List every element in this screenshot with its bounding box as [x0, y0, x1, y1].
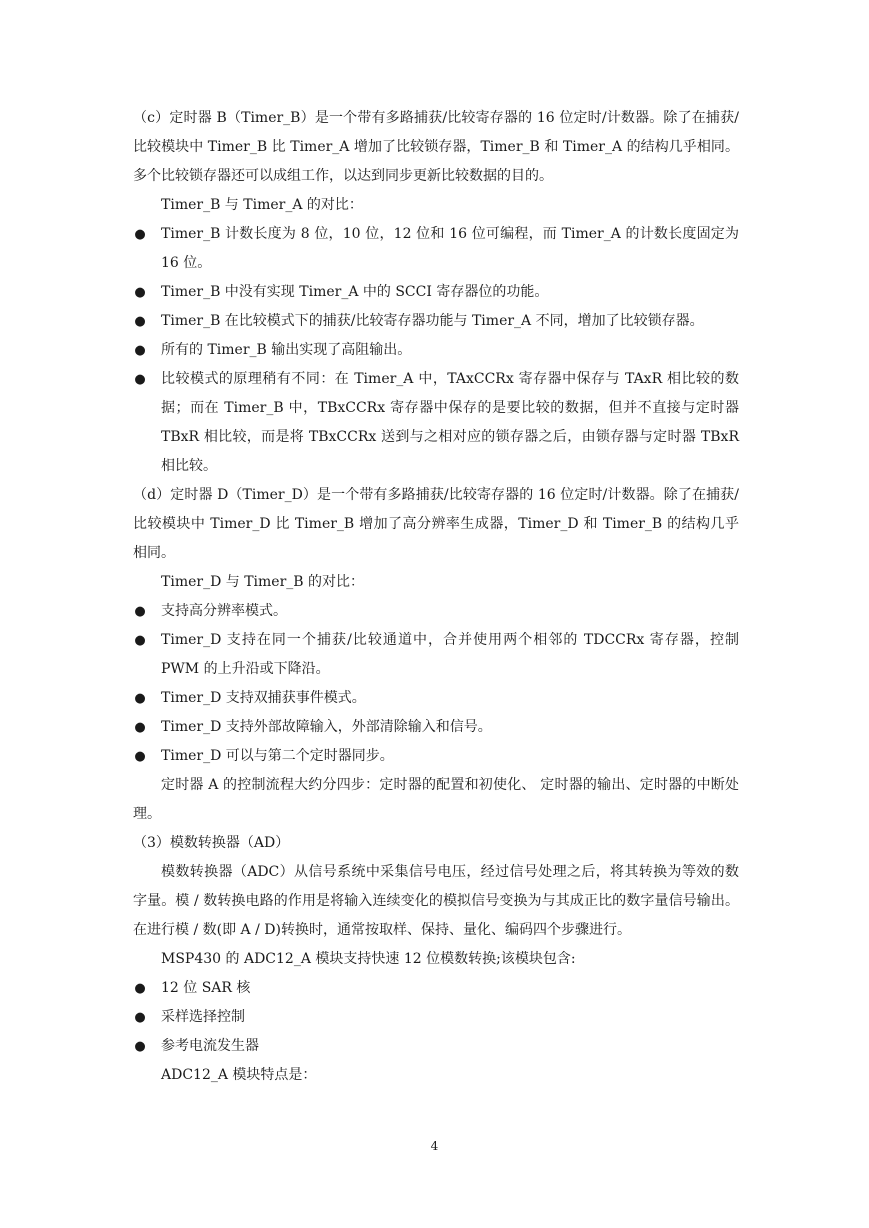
bullet-icon: ● — [134, 1010, 146, 1025]
bullet-icon: ● — [134, 343, 146, 358]
bullet-icon: ● — [134, 314, 146, 329]
list-item-text: Timer_D 支持外部故障输入，外部清除输入和信号。 — [161, 719, 492, 735]
bullet-icon: ● — [134, 720, 146, 735]
list-item — [133, 597, 739, 626]
timer-d-compare-intro: Timer_D 与 Timer_B 的对比： — [161, 574, 364, 590]
list-item — [133, 742, 739, 771]
list-item-text: 12 位 SAR 核 — [161, 980, 251, 996]
list-item — [133, 974, 739, 1003]
bullet-icon: ● — [134, 981, 146, 996]
list-item-text: Timer_D 支持双捕获事件模式。 — [161, 690, 366, 706]
list-item — [133, 220, 739, 278]
list-item-text: 参考电流发生器 — [161, 1038, 259, 1054]
list-item — [133, 1003, 739, 1032]
timer-d-description: （d）定时器 D（Timer_D）是一个带有多路捕获/比较寄存器的 16 位定时/计数器。除了在捕获/比较模块中 Timer_D 比 Timer_B 增加了高分辨率生成器，Timer_D 和 Timer_B 的结构几乎相同。 — [133, 487, 739, 561]
list-item-text: 支持高分辨率模式。 — [161, 603, 287, 619]
list-item-text: Timer_B 计数长度为 8 位，10 位，12 位和 16 位可编程，而 Timer_A 的计数长度固定为 16 位。 — [161, 226, 739, 271]
document-body — [133, 104, 739, 1090]
list-item — [133, 713, 739, 742]
adc-section-heading: （3）模数转换器（AD） — [133, 835, 290, 851]
list-item-text: 所有的 Timer_B 输出实现了高阻输出。 — [161, 342, 412, 358]
bullet-icon: ● — [134, 749, 146, 764]
list-item-text: Timer_D 支持在同一个捕获/比较通道中，合并使用两个相邻的 TDCCRx 寄存器，控制 PWM 的上升沿或下降沿。 — [161, 632, 739, 677]
timer-b-compare-list — [133, 220, 739, 481]
bullet-icon: ● — [134, 372, 146, 387]
bullet-icon: ● — [134, 604, 146, 619]
list-item — [133, 626, 739, 684]
list-item-text: 比较模式的原理稍有不同：在 Timer_A 中，TAxCCRx 寄存器中保存与 TAxR 相比较的数据；而在 Timer_B 中，TBxCCRx 寄存器中保存的是要比较的数据，但并不直接与定时器 TBxR 相比较，而是将 TBxCCRx 送到与之相对应的锁存器之后，由锁存器与定时器 TBxR 相比较。 — [161, 371, 739, 474]
adc12-module-list — [133, 974, 739, 1061]
list-item — [133, 365, 739, 481]
list-item — [133, 307, 739, 336]
timer-b-description: （c）定时器 B（Timer_B）是一个带有多路捕获/比较寄存器的 16 位定时/计数器。除了在捕获/比较模块中 Timer_B 比 Timer_A 增加了比较锁存器，Timer_B 和 Timer_A 的结构几乎相同。多个比较锁存器还可以成组工作，以达到同步更新比较数据的目的。 — [133, 110, 739, 184]
adc12-module-intro: MSP430 的 ADC12_A 模块支持快速 12 位模数转换;该模块包含: — [161, 951, 576, 967]
page-number: 4 — [430, 1139, 439, 1153]
list-item-text: 采样选择控制 — [161, 1009, 245, 1025]
bullet-icon: ● — [134, 633, 146, 648]
list-item-text: Timer_B 中没有实现 Timer_A 中的 SCCI 寄存器位的功能。 — [161, 284, 549, 300]
list-item-text: Timer_B 在比较模式下的捕获/比较寄存器功能与 Timer_A 不同，增加了比较锁存器。 — [161, 313, 704, 329]
adc-description: 模数转换器（ADC）从信号系统中采集信号电压，经过信号处理之后，将其转换为等效的数字量。模 / 数转换电路的作用是将输入连续变化的模拟信号变换为与其成正比的数字量信号输出。在进行模 / 数(即 A / D)转换时，通常按取样、保持、量化、编码四个步骤进行。 — [133, 864, 739, 938]
list-item-text: Timer_D 可以与第二个定时器同步。 — [161, 748, 394, 764]
list-item — [133, 336, 739, 365]
adc12-features-intro: ADC12_A 模块特点是： — [161, 1067, 317, 1083]
timer-d-compare-list — [133, 597, 739, 771]
bullet-icon: ● — [134, 285, 146, 300]
list-item — [133, 1032, 739, 1061]
timer-b-compare-intro: Timer_B 与 Timer_A 的对比： — [161, 197, 363, 213]
list-item — [133, 278, 739, 307]
list-item — [133, 684, 739, 713]
bullet-icon: ● — [134, 1039, 146, 1054]
bullet-icon: ● — [134, 227, 146, 242]
bullet-icon: ● — [134, 691, 146, 706]
timer-a-control-flow: 定时器 A 的控制流程大约分四步：定时器的配置和初使化、 定时器的输出、定时器的中断处理。 — [133, 777, 739, 822]
